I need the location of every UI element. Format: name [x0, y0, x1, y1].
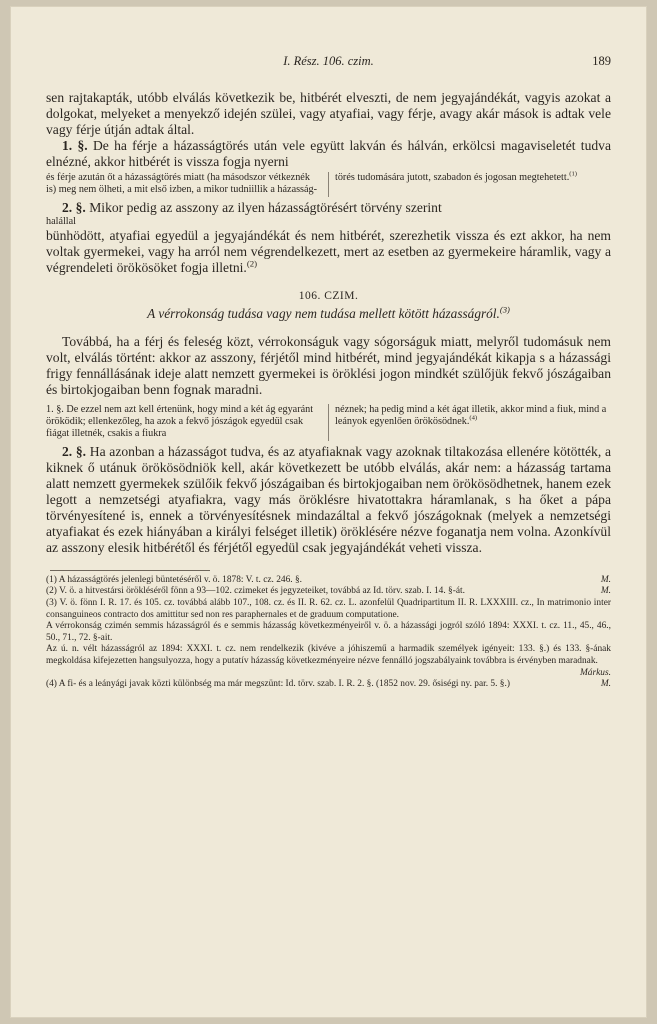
footnote	[46, 679, 611, 691]
section-mark: 2. §.	[62, 199, 86, 215]
paragraph-3-text-a: Mikor pedig az asszony az ilyen házasságtörésért törvény szerint	[89, 199, 442, 215]
section-subheading	[46, 306, 611, 322]
paragraph-6	[46, 444, 611, 556]
section-mark: 2. §.	[62, 443, 87, 459]
footnote-signature: M.	[600, 679, 611, 690]
paragraph-6-text: Ha azonban a házasságot tudva, és az atyafiaknak vagy azoknak tiltakozása ellenére kötötték, a kiknek ő utánuk örökösödniök kell, akár következett be utóbb elválás, akár nem: a házasság tartama alatt nemzett gyermekek szülőik fekvő jószágaiban és birtokjogaiban nem örökösödhetnek, hanem ezek legott a nemzetségi atyafiakra, vagy más öröklésre hivatottakra háramlanak, s ha őket a pápa törvényesítené is, ennek a törvényesítésnek mindazáltal a fekvő jószágoknak (melyek a nemzetségi atyafiakat és ezek hiányában a királyi felséget illetik) öröklésére nézve foganatja nem volna. Azonkívül az asszony elesik hitbérétől és férjétől egyedül csak jegyajándékát veheti vissza.	[46, 443, 611, 555]
running-header	[46, 54, 611, 72]
page-number: 189	[592, 54, 611, 68]
small-column-right	[329, 404, 611, 441]
paragraph-4: Továbbá, ha a férj és feleség közt, vérrokonságuk vagy sógorságuk miatt, melyről tudomásuk nem volt, elválás történt: akkor az asszony, férjétől mind hitbérét, mind jegyajándékát kikapja s a házassági frigy fennállásának ideje alatt nemzett gyermekei is öröklési jogon mindkét szülőjük fekvő jószágaiban és birtokjogaiban benn fognak maradni.	[46, 333, 611, 397]
book-page	[10, 6, 647, 1018]
section-mark: 1. §.	[62, 138, 88, 153]
footnote	[46, 586, 611, 598]
paragraph-5-columns	[46, 404, 611, 441]
footnote-signature: M.	[600, 574, 611, 585]
paragraph-1: sen rajtakapták, utóbb elválás következik be, hitbérét elveszti, de nem jegyajándékát, vagyis azokat a dolgokat, melyeket a menyekző idején szülei, vagy atyafiai, vagy férje, avagy akár mások is adtak vele vagy férje útján adtak által.	[46, 90, 611, 137]
page-body	[46, 90, 611, 691]
footnote	[46, 621, 611, 644]
paragraph-3-small: halállal	[46, 215, 76, 227]
footnote	[46, 575, 611, 587]
section-subheading-text: A vérrokonság tudása vagy nem tudása mellett kötött házasságról.	[147, 305, 500, 321]
chapter-title: I. Rész. 106. czim.	[283, 54, 374, 68]
paragraph-2	[46, 138, 611, 170]
paragraph-2-text: De ha férje a házasságtörés után vele együtt lakván és hálván, erkölcsi magaviseletét tudva elnézné, akkor hitbérét is vissza fogja nyerni	[46, 138, 612, 169]
paragraph-3-continued	[46, 228, 611, 276]
paragraph-2-small-columns	[46, 172, 611, 197]
footnote-signature: M.	[600, 586, 611, 597]
small-column-right	[329, 172, 611, 197]
small-column-right-text: törés tudomására jutott, szabadon és jogosan megtehetett.	[335, 172, 570, 183]
footnote-text: (4) A fi- és a leányági javak közti különbség ma már megszünt: Id. törv. szab. I. R. 2. §. (1852 nov. 29. ősiségi ny. par. 5. §.)	[46, 679, 510, 690]
footnotes	[46, 575, 611, 691]
footnote-ref: (1)	[569, 170, 577, 178]
footnote-ref: (3)	[499, 304, 510, 315]
footnote-text: (3) V. ö. fönn I. R. 17. és 105. cz. továbbá alább 107., 108. cz. és II. R. 62. cz. L. azonfelül Quadripartitum II. R. LXXXIII. cz., In matrimonio inter consanguineos contracto dos amittitur sed non res paraphernales et de graduum computatione.	[46, 597, 611, 620]
small-column-left: és férje azután őt a házasságtörés miatt (ha másodszor vétkeznék is) meg nem ölheti, a mit első izben, a mikor tudniillik a házasság-	[46, 172, 329, 197]
footnote-signature: Márkus.	[580, 667, 611, 678]
paragraph-3-text-b: bünhödött, atyafiai egyedül a jegyajándékát és nem hitbérét, szerezhetik vissza és ezt akkor, ha nem voltak gyermekei, vagy ha arról nem végrendelkezett, mert az esetben az gyermekeire háramlik, vagy a végrendeleti örökösöket fogja illetni.	[46, 227, 611, 275]
small-column-right-text: néznek; ha pedig mind a két ágat illetik, akkor mind a fiuk, mind a leányok egyenlően örökösödnek.	[335, 403, 607, 428]
footnote-text: Az ú. n. vélt házasságról az 1894: XXXI. t. cz. nem rendelkezik (kivéve a jóhiszemű a harmadik személyek igényeit: 133. §.) és 133. §-ának megkoldása kifejezetten hangsulyozza, hogy a putatív házasság következményeire nézve fennálló jogszabályaink továbbra is érvényben maradnak.	[46, 644, 611, 666]
paragraph-3-lead	[46, 200, 611, 216]
section-heading: 106. CZIM.	[298, 289, 359, 302]
footnote-text: A vérrokonság czimén semmis házasságról és e semmis házasság következményeiről v. ö. a házassági jogról szóló 1894: XXXI. t. cz. 11., 45., 46., 50., 71., 72. §-ait.	[46, 621, 611, 643]
footnote-divider	[50, 570, 210, 571]
footnote	[46, 644, 611, 679]
footnote-ref: (2)	[246, 258, 258, 269]
footnote-ref: (4)	[469, 414, 478, 422]
footnote	[46, 598, 611, 621]
small-column-left: 1. §. De ezzel nem azt kell értenünk, hogy mind a két ág egyaránt öröködik; ellenkezőleg, ha azok a fekvő jószágok egyedül csak fiágat illetnék, csakis a fiukra	[46, 404, 329, 441]
footnote-text: (1) A házasságtörés jelenlegi büntetéséről v. ö. 1878: V. t. cz. 246. §.	[46, 574, 303, 585]
footnote-text: (2) V. ö. a hitvestársi örökléséről fönn a 93—102. czimeket és jegyzeteiket, továbbá az Id. törv. szab. I. 14. §-át.	[46, 586, 465, 597]
